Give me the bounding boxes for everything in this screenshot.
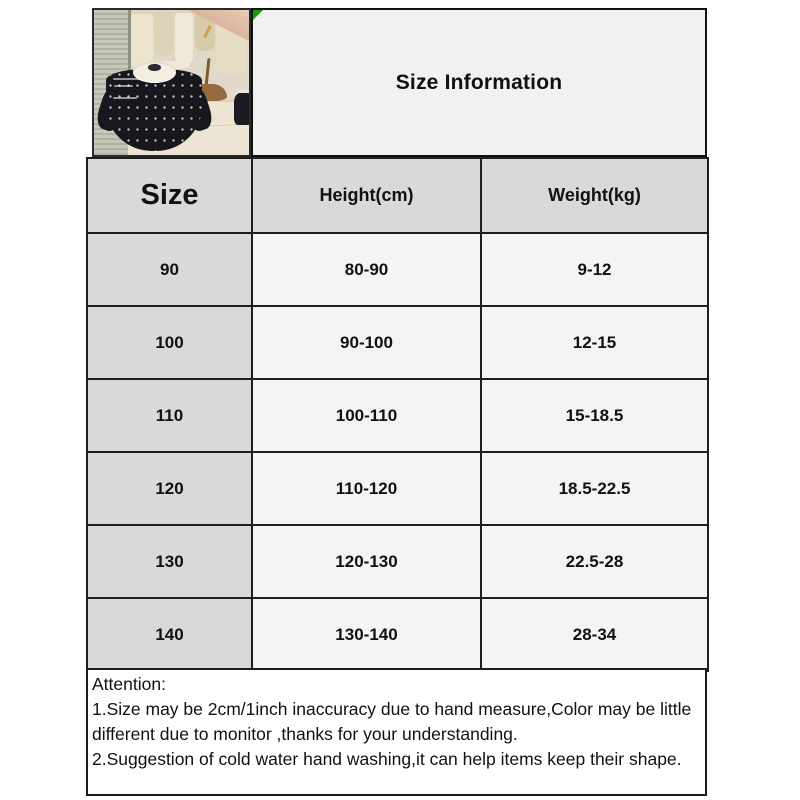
column-header-height: Height(cm)	[252, 158, 481, 233]
green-corner-marker-icon	[253, 10, 263, 20]
table-row	[87, 379, 708, 452]
height-cell: 100-110	[252, 379, 481, 452]
table-row	[87, 233, 708, 306]
height-cell: 110-120	[252, 452, 481, 525]
attention-title: Attention:	[92, 674, 166, 694]
size-cell: 100	[87, 306, 252, 379]
size-table	[86, 157, 709, 672]
column-header-weight: Weight(kg)	[481, 158, 708, 233]
table-header-row	[87, 158, 708, 233]
height-cell: 120-130	[252, 525, 481, 598]
hanging-clothes	[154, 11, 173, 56]
attention-box	[86, 668, 707, 796]
page-title: Size Information	[395, 70, 563, 94]
size-cell: 130	[87, 525, 252, 598]
size-cell: 120	[87, 452, 252, 525]
height-cell: 90-100	[252, 306, 481, 379]
product-photo	[92, 8, 251, 157]
side-garment	[234, 93, 252, 125]
column-header-size: Size	[87, 158, 252, 233]
size-table-body	[87, 233, 708, 671]
weight-cell: 9-12	[481, 233, 708, 306]
weight-cell: 22.5-28	[481, 525, 708, 598]
weight-cell: 15-18.5	[481, 379, 708, 452]
attention-note: 2.Suggestion of cold water hand washing,it can help items keep their shape.	[92, 749, 682, 769]
size-information-header	[251, 8, 707, 157]
table-row	[87, 598, 708, 671]
photo-watermark	[113, 97, 138, 99]
size-cell: 110	[87, 379, 252, 452]
photo-watermark	[113, 78, 141, 80]
height-cell: 130-140	[252, 598, 481, 671]
table-row	[87, 452, 708, 525]
table-row	[87, 306, 708, 379]
height-cell: 80-90	[252, 233, 481, 306]
dress-neckline	[148, 64, 160, 71]
weight-cell: 28-34	[481, 598, 708, 671]
size-cell: 90	[87, 233, 252, 306]
hanging-clothes	[175, 13, 194, 64]
size-cell: 140	[87, 598, 252, 671]
weight-cell: 18.5-22.5	[481, 452, 708, 525]
attention-note: 1.Size may be 2cm/1inch inaccuracy due to hand measure,Color may be little different due to monitor ,thanks for your understanding.	[92, 699, 692, 744]
weight-cell: 12-15	[481, 306, 708, 379]
table-row	[87, 525, 708, 598]
